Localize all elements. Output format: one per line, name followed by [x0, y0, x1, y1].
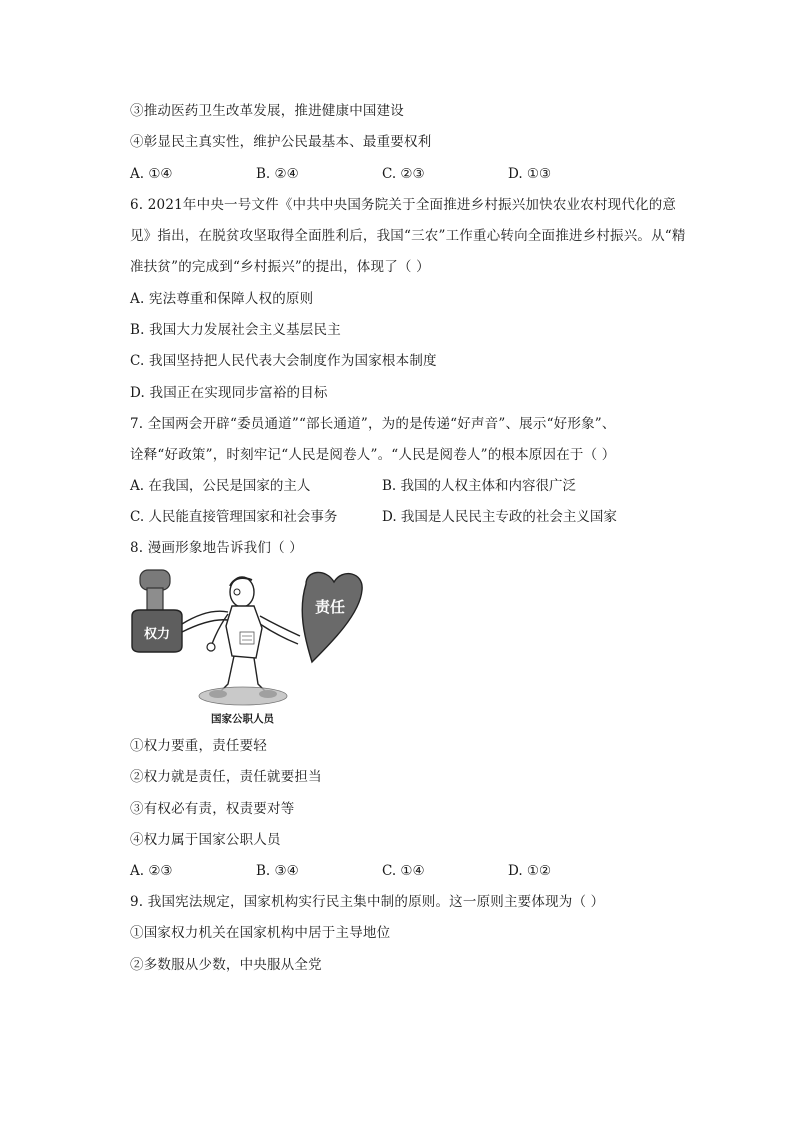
cartoon-illustration — [128, 566, 366, 730]
rod-right — [260, 616, 300, 636]
q6-option-c: C. 我国坚持把人民代表大会制度作为国家根本制度 — [130, 353, 437, 369]
q6-option-a: A. 宪法尊重和保障人权的原则 — [130, 291, 314, 307]
q7-option-d: D. 我国是人民民主专政的社会主义国家 — [382, 509, 617, 525]
q7-option-b: B. 我国的人权主体和内容很广泛 — [382, 478, 577, 494]
q5-option-c: C. ②③ — [382, 166, 425, 182]
person-left-hand — [207, 643, 215, 651]
weight-label: 权力 — [143, 627, 171, 642]
q5-option-b: B. ②④ — [256, 166, 299, 182]
q8-item-4: ④权力属于国家公职人员 — [130, 832, 281, 848]
q7-option-a: A. 在我国，公民是国家的主人 — [130, 478, 311, 494]
weight-neck — [147, 588, 163, 612]
person-badge — [240, 632, 254, 644]
q6-stem-line-2: 见》指出，在脱贫攻坚取得全面胜利后，我国“三农”工作重心转向全面推进乡村振兴。从“精 — [130, 228, 686, 244]
q8-option-d: D. ①② — [508, 863, 552, 879]
q9-stem: 9. 我国宪法规定，国家机构实行民主集中制的原则。这一原则主要体现为（ ） — [130, 894, 605, 910]
q7-stem-line-1: 7. 全国两会开辟“委员通道”“部长通道”，为的是传递“好声音”、展示“好形象”、 — [130, 416, 616, 432]
q9-item-2: ②多数服从少数，中央服从全党 — [130, 957, 322, 973]
q8-stem: 8. 漫画形象地告诉我们（ ） — [130, 540, 303, 556]
cartoon-caption: 国家公职人员 — [211, 713, 274, 725]
q8-option-b: B. ③④ — [256, 863, 299, 879]
q5-item-3: ③推动医药卫生改革发展，推进健康中国建设 — [130, 103, 404, 119]
q5-option-a: A. ①④ — [130, 166, 173, 182]
person-left-arm — [212, 614, 228, 644]
person-left-leg — [220, 656, 234, 692]
q6-option-d: D. 我国正在实现同步富裕的目标 — [130, 385, 328, 401]
q6-stem-line-1: 6. 2021年中央一号文件《中共中央国务院关于全面推进乡村振兴加快农业农村现代化的意 — [130, 197, 677, 213]
q5-option-d: D. ①③ — [508, 166, 552, 182]
q9-item-1: ①国家权力机关在国家机构中居于主导地位 — [130, 925, 391, 941]
q8-option-a: A. ②③ — [130, 863, 173, 879]
q8-item-3: ③有权必有责，权责要对等 — [130, 801, 295, 817]
q5-item-4: ④彰显民主真实性，维护公民最基本、最重要权利 — [130, 134, 432, 150]
weight-knob — [140, 570, 170, 590]
q8-item-2: ②权力就是责任，责任就要担当 — [130, 769, 322, 785]
q7-stem-line-2: 诠释“好政策”，时刻牢记“人民是阅卷人”。“人民是阅卷人”的根本原因在于（ ） — [130, 447, 616, 463]
q8-option-c: C. ①④ — [382, 863, 425, 879]
heart-shape — [302, 572, 362, 662]
q6-stem-line-3: 准扶贫”的完成到“乡村振兴”的提出，体现了（ ） — [130, 259, 430, 275]
heart-label: 责任 — [314, 598, 346, 616]
ground-shadow — [199, 687, 287, 705]
person-right-leg — [254, 658, 266, 692]
q7-option-c: C. 人民能直接管理国家和社会事务 — [130, 509, 338, 525]
q8-item-1: ①权力要重，责任要轻 — [130, 738, 267, 754]
rod-right-lower — [260, 624, 298, 644]
q6-option-b: B. 我国大力发展社会主义基层民主 — [130, 322, 341, 338]
